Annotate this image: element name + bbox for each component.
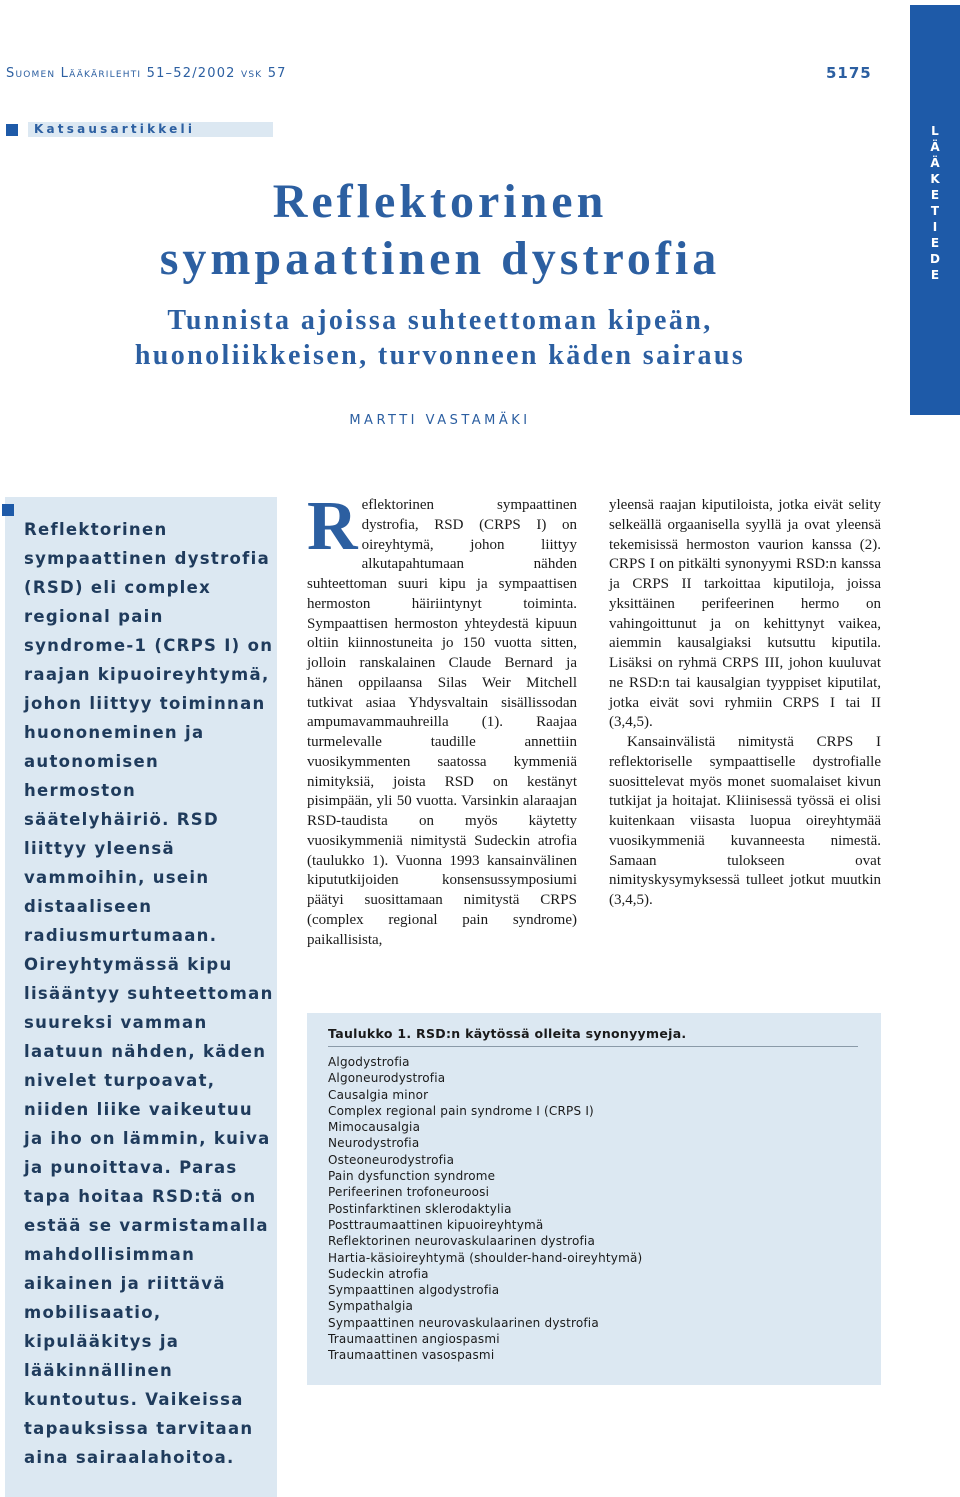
page-number: 5175 — [826, 64, 872, 82]
abstract-marker — [2, 504, 14, 516]
table-caption: Taulukko 1. RSD:n käytössä olleita synonyymeja. — [328, 1026, 687, 1041]
article-subtitle-line-2: huonoliikkeisen, turvonneen käden sairaus — [134, 340, 746, 371]
drop-cap: R — [307, 488, 358, 565]
synonym-item: Algodystrofia — [328, 1055, 410, 1069]
journal-header: Suomen Lääkärilehti 51–52/2002 vsk 57 — [6, 66, 287, 81]
section-label-letter: Ä — [930, 140, 940, 154]
body-column-2 — [609, 496, 881, 911]
section-label-letter: L — [931, 124, 939, 138]
article-subtitle-line-1: Tunnista ajoissa suhteettoman kipeän, — [167, 305, 713, 336]
section-label-letter: T — [930, 204, 940, 218]
synonym-item: Postinfarktinen sklerodaktylia — [328, 1201, 512, 1216]
author: MARTTI VASTAMÄKI — [349, 413, 531, 428]
synonym-item: Causalgia minor — [328, 1087, 429, 1102]
abstract-text: Reflektorinen sympaattinen dystrofia (RSD) eli complex regional pain syndrome-1 (CRPS I) on raajan kipuoireyhtymä, johon liittyy toiminnan huononeminen ja autonomisen hermoston säätelyhäiriö. RSD liittyy yleensä vammoihin, usein distaaliseen radiusmurtumaan. Oireyhtymässä kipu lisääntyy suhteettoman suureksi vamman laatuun nähden, käden nivelet turpoavat, niiden liike vaikeutuu ja iho on lämmin, kuiva ja punoittava. Paras tapa hoitaa RSD:tä on estää se varmistamalla mahdollisimman aikainen ja riittävä mobilisaatio, kipulääkitys ja lääkinnällinen kuntoutus. Vaikeissa tapauksissa tarvitaan aina sairaalahoitoa. — [24, 520, 274, 1467]
synonym-item: Traumaattinen angiospasmi — [328, 1332, 500, 1347]
synonym-item: Traumaattinen vasospasmi — [328, 1348, 495, 1363]
synonym-item: Sympathalgia — [328, 1299, 414, 1314]
category-marker — [6, 124, 18, 136]
body-paragraph-2: Kansainvälistä nimitystä CRPS I reflektoriselle sympaattiselle dystrofialle suosittelevat myös monet suomalaiset kivun tutkijat ja hoitajat. Kliinisessä työssä ei olisi kuitenkaan viisasta luopua oireyhtymää vuosikymmeniä kuvanneesta nimestä. Samaan tulokseen ovat nimityskysymyksessä tulleet jotkut muutkin (3,4,5). — [609, 734, 881, 908]
synonym-list — [328, 1054, 642, 1364]
synonym-item: Pain dysfunction syndrome — [328, 1169, 496, 1184]
synonym-item: Reflektorinen neurovaskulaarinen dystrofia — [328, 1234, 596, 1249]
body-column-1-text: eflektorinen sympaattinen dystrofia, RSD (CRPS I) on oireyhtymä, johon liittyy alkutapahtumaan nähden suhteettoman suuri kipu ja sympaattisen hermoston häiriintynyt toiminta. Sympaattisen hermoston yhteydestä kipuun oltiin kiinnostuneita jo 150 vuotta sitten, jolloin ranskalainen Claude Bernard ja hänen oppilaansa Silas Weir Mitchell tutkivat asiaa Yhdysvaltain sisällissodan ampumavammauhreilla (1). Raajaa turmelevalle taudille annettiin vuosikymmenten saatossa kymmeniä nimityksiä, joista RSD on kestänyt pisimpään, yli 50 vuotta. Varsinkin alaraajan RSD-taudista on myös käytetty vuosikymmeniä nimitystä Sudeckin atrofia (taulukko 1). Vuonna 1993 kansainvälinen kipututkijoiden konsensussymposiumi päätyi suosittamaan nimitystä CRPS (complex regional pain syndrome) paikallisista, — [307, 497, 577, 948]
synonym-item: Sympaattinen algodystrofia — [328, 1283, 500, 1298]
section-label-letter: E — [930, 268, 940, 282]
section-label-letter: K — [930, 172, 940, 186]
category-label: Katsausartikkeli — [34, 122, 196, 136]
synonym-item: Neurodystrofia — [328, 1136, 420, 1151]
section-label-letter: D — [930, 252, 940, 266]
article-title-line-1: Reflektorinen — [272, 175, 608, 228]
body-column-1 — [307, 488, 577, 950]
article-title-line-2: sympaattinen dystrofia — [159, 232, 721, 285]
section-label — [910, 123, 960, 283]
synonym-item: Perifeerinen trofoneuroosi — [328, 1185, 490, 1200]
section-label-letter: I — [932, 220, 938, 234]
body-paragraph-1: yleensä raajan kiputiloista, jotka eivät selity selkeällä orgaanisella syyllä ja ovat yleensä tekemisissä hermoston vaurion kanssa (2). CRPS I on pitkälti synonyymi RSD:n kanssa ja CRPS II tarkoittaa kiputiloja, joissa yksittäinen perifeerinen hermo on vahingoittunut ja on kehittynyt vaikea, aiemmin kausalgiaksi kutsuttu kiputila. Lisäksi on ryhmä CRPS III, johon kuuluvat ne RSD:n tai kausalgian tyyppiset kiputilat, jotka eivät sovi ryhmiin CRPS I tai II (3,4,5). — [609, 497, 881, 731]
synonym-item: Sympaattinen neurovaskulaarinen dystrofia — [328, 1315, 599, 1330]
synonym-item: Sudeckin atrofia — [328, 1266, 429, 1281]
section-side-tab — [910, 5, 960, 415]
section-label-letter: E — [930, 188, 940, 202]
synonym-item: Complex regional pain syndrome I (CRPS I) — [328, 1103, 594, 1118]
table-divider — [328, 1046, 858, 1047]
synonym-item: Hartia-käsioireyhtymä (shoulder-hand-oireyhtymä) — [328, 1250, 643, 1265]
synonym-item: Algoneurodystrofia — [328, 1071, 446, 1086]
synonym-item: Posttraumaattinen kipuoireyhtymä — [328, 1217, 544, 1232]
synonym-item: Mimocausalgia — [328, 1120, 421, 1135]
synonym-item: Osteoneurodystrofia — [328, 1152, 455, 1167]
section-label-letter: E — [930, 236, 940, 250]
section-label-letter: Ä — [930, 156, 940, 170]
